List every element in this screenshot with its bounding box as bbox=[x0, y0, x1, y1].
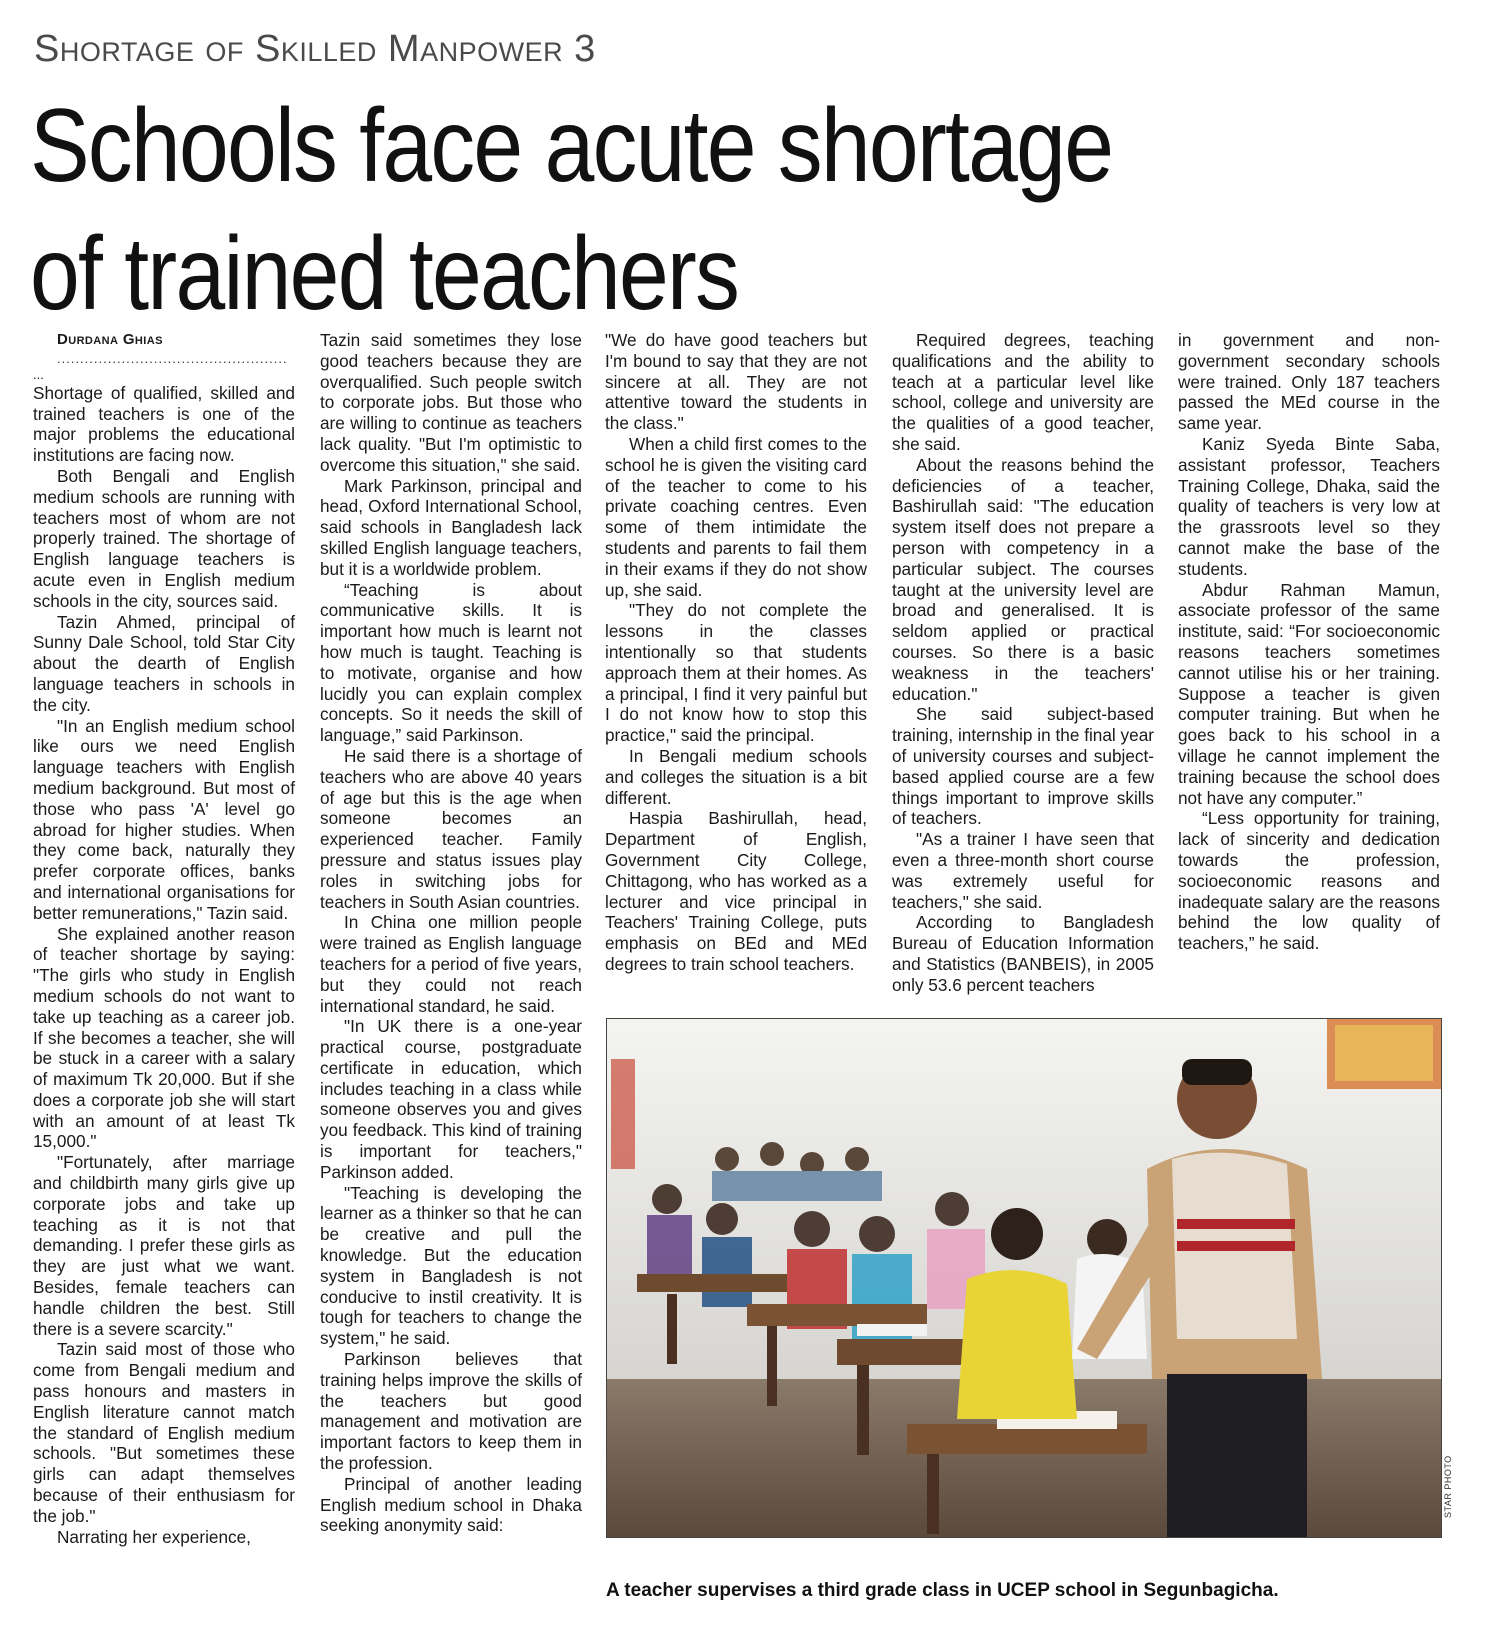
paragraph: in government and non-government secondary schools were trained. Only 187 teachers passed the MEd course in the same year. bbox=[1178, 330, 1440, 434]
classroom-photo-illustration bbox=[607, 1019, 1441, 1537]
article-column-5 bbox=[1178, 330, 1440, 1000]
paragraph: Haspia Bashirullah, head, Department of English, Government City College, Chittagong, who has worked as a lecturer and vice principal in Teachers' Training College, puts emphasis on BEd and MEd degrees to train school teachers. bbox=[605, 808, 867, 974]
paragraph: When a child first comes to the school he is given the visiting card of the teacher to come to his private coaching centres. Even some of them intimidate the students and parents to fail them in their exams if they do not show up, she said. bbox=[605, 433, 867, 600]
paragraph: Both Bengali and English medium schools are running with teachers most of whom are not properly trained. The shortage of English language teachers is acute even in English medium schools in the city, sources said. bbox=[33, 465, 295, 611]
headline bbox=[30, 82, 1148, 338]
photo-credit: STAR PHOTO bbox=[1443, 1455, 1453, 1518]
paragraph: He said there is a shortage of teachers who are above 40 years of age but this is the age when someone becomes an experienced teacher. Family pressure and status issues play roles in switching jobs for teachers in South Asian countries. bbox=[320, 745, 582, 912]
paragraph: She explained another reason of teacher shortage by saying: "The girls who study in English medium schools do not want to take up teaching as a career job. If she becomes a teacher, she will be stuck in a career with a salary of maximum Tk 20,000. But if she does a corporate job she will start with an amount of at least Tk 15,000." bbox=[33, 923, 295, 1152]
paragraph: She said subject-based training, internship in the final year of university courses and subject-based applied course are a few things important to improve skills of teachers. bbox=[892, 704, 1154, 829]
paragraph: Principal of another leading English medium school in Dhaka seeking anonymity said: bbox=[320, 1473, 582, 1536]
paragraph: "In UK there is a one-year practical course, postgraduate certificate in education, which includes teaching in a class while someone observes you and gives you feedback. This kind of training is important for teachers," Parkinson added. bbox=[320, 1016, 582, 1182]
classroom-photo bbox=[606, 1018, 1442, 1538]
byline-rule-tail: ... bbox=[33, 366, 44, 382]
headline-line-1: Schools face acute shortage bbox=[30, 88, 1113, 204]
paragraph: "They do not complete the lessons in the classes intentionally so that students approach them at their homes. As a principal, I find it very painful but I do not know how to stop this practice," said the principal. bbox=[605, 600, 867, 746]
paragraph: "In an English medium school like ours we need English language teachers with English medium background. But most of those who pass 'A' level go abroad for higher studies. When they come back, naturally they prefer corporate offices, banks and international organisations for better remunerations," Tazin said. bbox=[33, 715, 295, 923]
headline-line-2: of trained teachers bbox=[30, 216, 739, 332]
paragraph: Abdur Rahman Mamun, associate professor of the same institute, said: “For socioeconomic reasons teachers sometimes cannot utilise his or her training. Suppose a teacher is given computer training. But when he goes back to his school in a village he cannot implement the training because the school does not have any computer.” bbox=[1178, 579, 1440, 808]
paragraph: Tazin said most of those who come from Bengali medium and pass honours and masters in English literature cannot match the standard of English medium schools. "But sometimes these girls can adapt themselves because of their enthusiasm for the job." bbox=[33, 1339, 295, 1526]
paragraph: In Bengali medium schools and colleges the situation is a bit different. bbox=[605, 745, 867, 808]
paragraph: Tazin Ahmed, principal of Sunny Dale School, told Star City about the dearth of English language teachers in schools in the city. bbox=[33, 611, 295, 715]
paragraph: In China one million people were trained as English language teachers for a period of five years, but they could not reach international standard, he said. bbox=[320, 912, 582, 1016]
article-column-4 bbox=[892, 330, 1154, 1000]
photo-caption: A teacher supervises a third grade class in UCEP school in Segunbagicha. bbox=[606, 1580, 1279, 1601]
paragraph: Kaniz Syeda Binte Saba, assistant professor, Teachers Training College, Dhaka, said the quality of teachers is very low at the grassroots level so they cannot make the base of the students. bbox=[1178, 433, 1440, 579]
paragraph: Tazin said sometimes they lose good teachers because they are overqualified. Such people switch to corporate jobs. But those who are willing to continue as teachers lack quality. "But I'm optimistic to overcome this situation," she said. bbox=[320, 330, 582, 475]
article-column-1 bbox=[33, 330, 295, 1610]
byline: Durdana Ghias bbox=[57, 331, 163, 348]
paragraph: "Fortunately, after marriage and childbirth many girls give up corporate jobs and take up teaching as it is not that demanding. I prefer these girls as they are just what we want. Besides, female teachers can handle children the best. Still there is a severe scarcity." bbox=[33, 1152, 295, 1339]
paragraph: “Teaching is about communicative skills. It is important how much is learnt not how much is taught. Teaching is to motivate, organise and how lucidly you can explain complex concepts. So it needs the skill of language,” said Parkinson. bbox=[320, 579, 582, 746]
paragraph: According to Bangladesh Bureau of Education Information and Statistics (BANBEIS), in 2005 only 53.6 percent teachers bbox=[892, 912, 1154, 995]
paragraph: "We do have good teachers but I'm bound to say that they are not sincere at all. They are not attentive toward the students in the class." bbox=[605, 330, 867, 434]
paragraph: Shortage of qualified, skilled and trained teachers is one of the major problems the educational institutions are facing now. bbox=[33, 382, 295, 466]
paragraph: Parkinson believes that training helps improve the skills of the teachers but good management and motivation are important factors to keep them in the profession. bbox=[320, 1349, 582, 1474]
article-column-2 bbox=[320, 330, 582, 1610]
paragraph: About the reasons behind the deficiencies of a teacher, Bashirullah said: "The education system itself does not prepare a person with competency in a particular subject. The courses taught at the university level are broad and generalised. It is seldom applied or practical courses. So there is a basic weakness in the teachers' education." bbox=[892, 454, 1154, 704]
paragraph: Required degrees, teaching qualifications and the ability to teach at a particular level like school, college and university are the qualities of a good teacher, she said. bbox=[892, 330, 1154, 454]
article-column-3 bbox=[605, 330, 867, 1000]
paragraph: “Less opportunity for training, lack of sincerity and dedication towards the profession, socioeconomic reasons and inadequate salary are the reasons behind the low quality of teachers,” he said. bbox=[1178, 808, 1440, 954]
paragraph: "Teaching is developing the learner as a thinker so that he can be creative and pull the knowledge. But the education system in Bangladesh is not conducive to instil creativity. It is tough for teachers to change the system," he said. bbox=[320, 1182, 582, 1349]
paragraph: Mark Parkinson, principal and head, Oxford International School, said schools in Bangladesh lack skilled English language teachers, but it is a worldwide problem. bbox=[320, 475, 582, 579]
paragraph: Narrating her experience, bbox=[57, 1526, 251, 1547]
byline-rule: .................................................. bbox=[57, 350, 288, 366]
kicker: Shortage of Skilled Manpower 3 bbox=[34, 28, 596, 70]
paragraph: "As a trainer I have seen that even a three-month short course was extremely useful for teachers," she said. bbox=[892, 829, 1154, 912]
